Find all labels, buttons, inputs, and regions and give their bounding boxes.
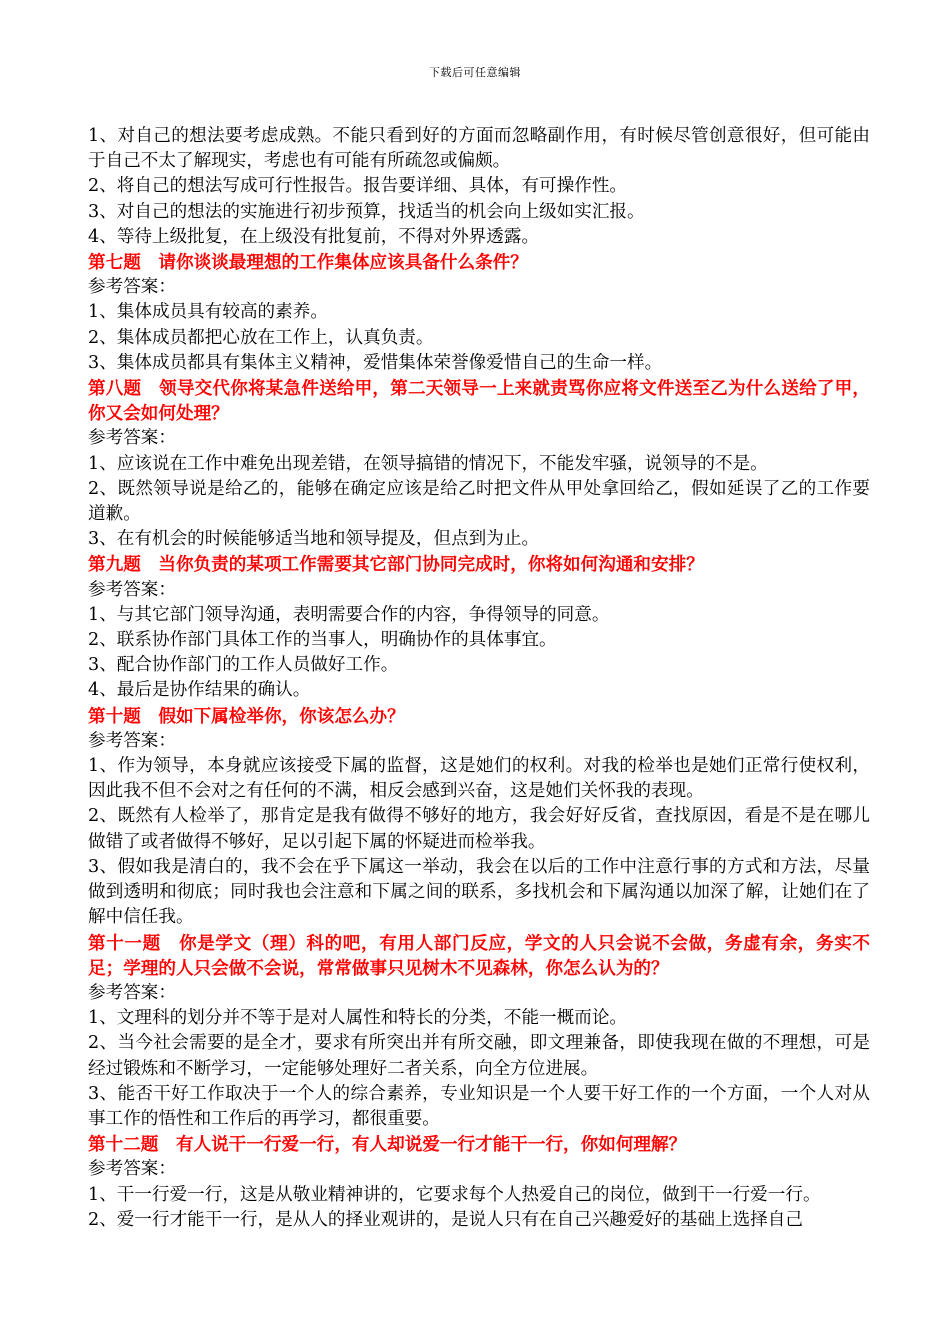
answer-paragraph: 3、假如我是清白的，我不会在乎下属这一举动，我会在以后的工作中注意行事的方式和方法，尽量做到透明和彻底；同时我也会注意和下属之间的联系，多找机会和下属沟通以加深了解，让她们在了解中信任我。 <box>88 856 870 928</box>
answer-paragraph: 参考答案： <box>88 1159 176 1180</box>
answer-paragraph: 4、等待上级批复，在上级没有批复前，不得对外界透露。 <box>88 226 540 247</box>
answer-paragraph: 参考答案： <box>88 277 176 298</box>
answer-paragraph: 1、应该说在工作中难免出现差错，在领导搞错的情况下，不能发牢骚，说领导的不是。 <box>88 453 768 474</box>
answer-paragraph: 4、最后是协作结果的确认。 <box>88 680 311 701</box>
page-header: 下载后可任意编辑 <box>429 66 521 79</box>
answer-paragraph: 3、能否干好工作取决于一个人的综合素养，专业知识是一个人要干好工作的一个方面，一个人对从事工作的悟性和工作后的再学习，都很重要。 <box>88 1083 870 1129</box>
answer-paragraph: 2、当今社会需要的是全才，要求有所突出并有所交融，即文理兼备，即使我现在做的不理想，可是经过锻炼和不断学习，一定能够处理好二者关系，向全方位进展。 <box>88 1033 870 1079</box>
answer-paragraph: 2、将自己的想法写成可行性报告。报告要详细、具体，有可操作性。 <box>88 176 628 197</box>
answer-paragraph: 1、与其它部门领导沟通，表明需要合作的内容，争得领导的同意。 <box>88 604 610 625</box>
question-heading: 第八题 领导交代你将某急件送给甲，第二天领导一上来就责骂你应将文件送至乙为什么送给了甲，你又会如何处理？ <box>88 378 870 425</box>
question-heading: 第十题 假如下属检举你，你该怎么办？ <box>88 705 405 727</box>
answer-paragraph: 3、集体成员都具有集体主义精神，爱惜集体荣誉像爱惜自己的生命一样。 <box>88 352 663 373</box>
question-heading: 第九题 当你负责的某项工作需要其它部门协同完成时，你将如何沟通和安排？ <box>88 554 704 576</box>
answer-paragraph: 2、联系协作部门具体工作的当事人，明确协作的具体事宜。 <box>88 630 557 651</box>
answer-paragraph: 1、文理科的划分并不等于是对人属性和特长的分类，不能一概而论。 <box>88 1008 628 1029</box>
answer-paragraph: 2、既然领导说是给乙的，能够在确定应该是给乙时把文件从甲处拿回给乙，假如延误了乙的工作要道歉。 <box>88 478 870 525</box>
answer-paragraph: 1、集体成员具有较高的素养。 <box>88 302 328 323</box>
answer-paragraph: 3、配合协作部门的工作人员做好工作。 <box>88 655 399 676</box>
answer-paragraph: 参考答案： <box>88 730 176 751</box>
answer-paragraph: 2、爱一行才能干一行，是从人的择业观讲的，是说人只有在自己兴趣爱好的基础上选择自己 <box>88 1209 803 1230</box>
answer-paragraph: 1、对自己的想法要考虑成熟。不能只看到好的方面而忽略副作用，有时候尽管创意很好，但可能由于自己不太了解现实，考虑也有可能有所疏忽或偏颇。 <box>88 126 870 172</box>
answer-paragraph: 1、干一行爱一行，这是从敬业精神讲的，它要求每个人热爱自己的岗位，做到干一行爱一行。 <box>88 1184 821 1205</box>
document-body <box>88 124 870 1233</box>
answer-paragraph: 参考答案： <box>88 579 176 600</box>
answer-paragraph: 参考答案： <box>88 982 176 1003</box>
answer-paragraph: 2、既然有人检举了，那肯定是我有做得不够好的地方，我会好好反省，查找原因，看是不是在哪儿做错了或者做得不够好，足以引起下属的怀疑进而检举我。 <box>88 806 870 852</box>
answer-paragraph: 1、作为领导，本身就应该接受下属的监督，这是她们的权利。对我的检举也是她们正常行使权利，因此我不但不会对之有任何的不满，相反会感到兴奋，这是她们关怀我的表现。 <box>88 756 870 802</box>
answer-paragraph: 3、在有机会的时候能够适当地和领导提及，但点到为止。 <box>88 529 540 550</box>
question-heading: 第十一题 你是学文（理）科的吧，有用人部门反应，学文的人只会说不会做，务虚有余，务实不足；学理的人只会做不会说，常常做事只见树木不见森林，你怎么认为的？ <box>88 932 870 979</box>
question-heading: 第十二题 有人说干一行爱一行，有人却说爱一行才能干一行，你如何理解？ <box>88 1134 687 1156</box>
answer-paragraph: 3、对自己的想法的实施进行初步预算，找适当的机会向上级如实汇报。 <box>88 201 645 222</box>
answer-paragraph: 2、集体成员都把心放在工作上，认真负责。 <box>88 327 434 348</box>
answer-paragraph: 参考答案： <box>88 428 176 449</box>
question-heading: 第七题 请你谈谈最理想的工作集体应该具备什么条件？ <box>88 252 528 274</box>
